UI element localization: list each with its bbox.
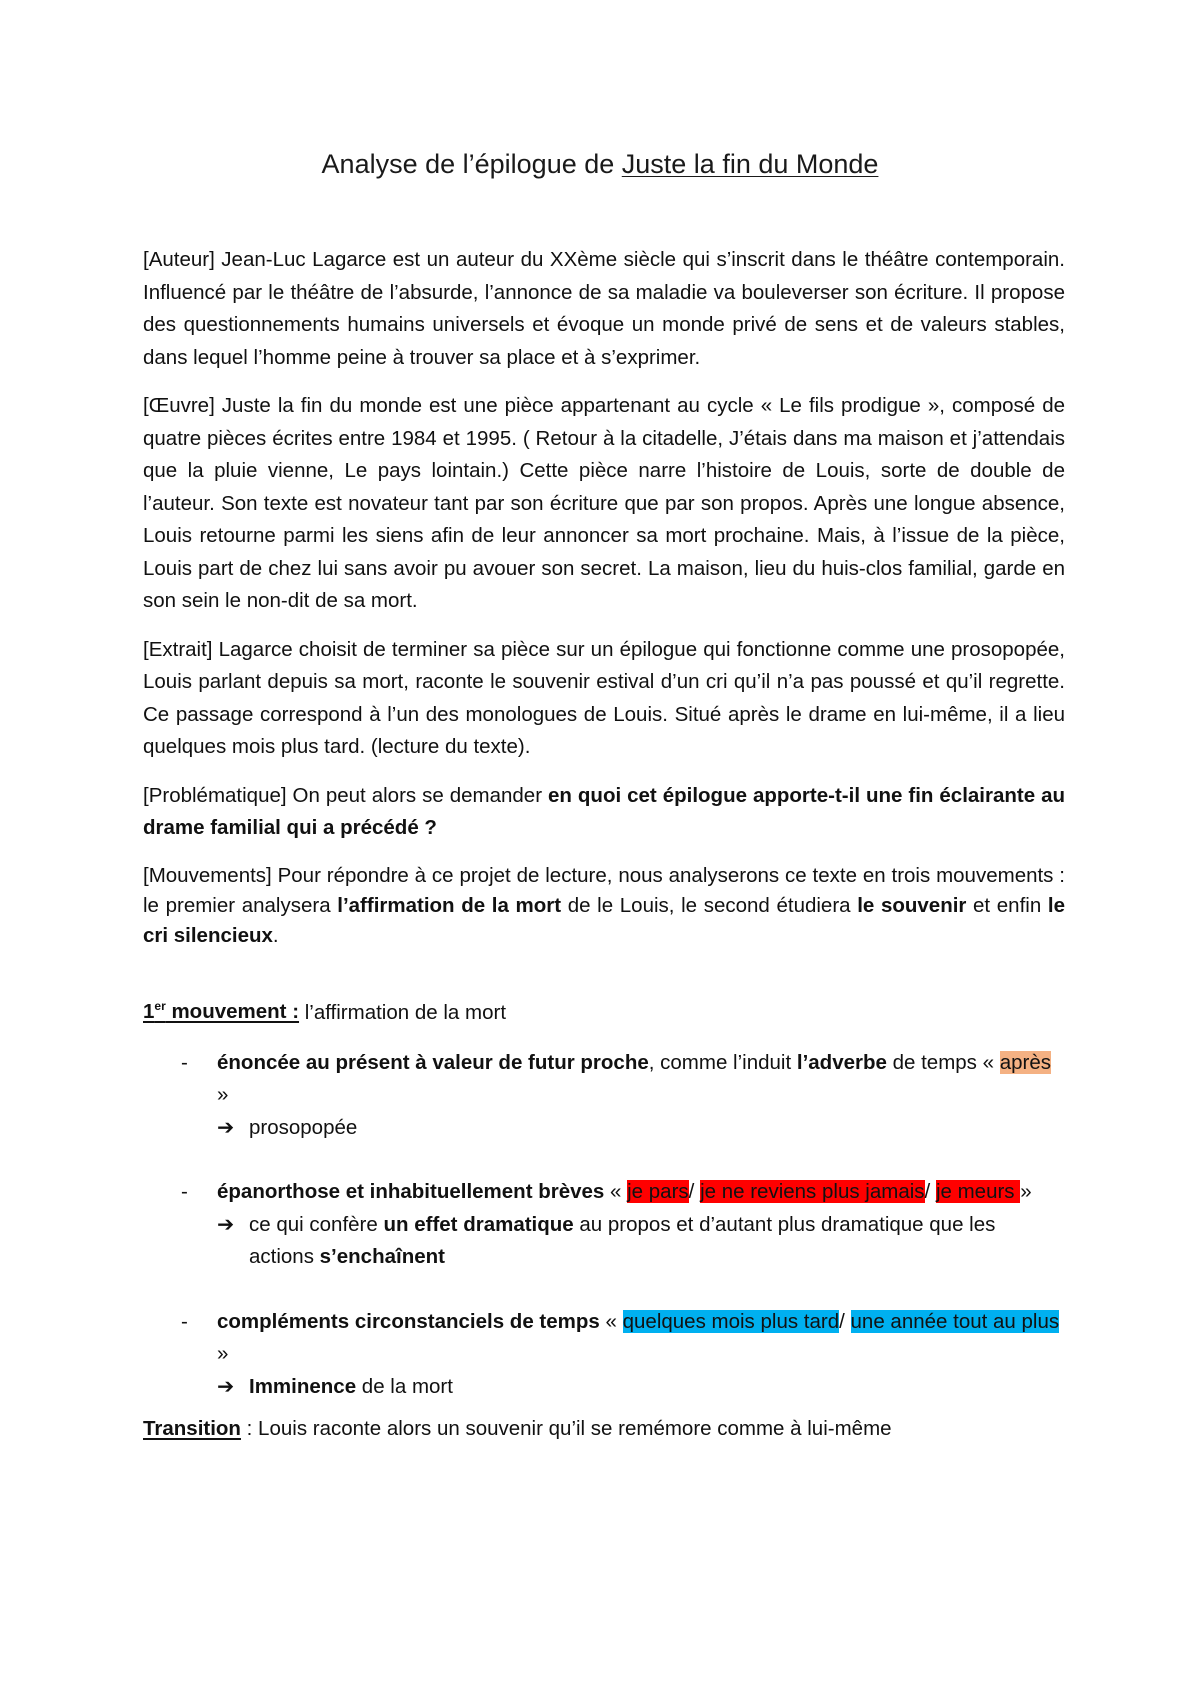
arrow-line-imminence: ➔ Imminence de la mort — [217, 1371, 1065, 1404]
mouvements-bold-1: l’affirmation de la mort — [337, 893, 562, 917]
highlight-quelques-mois: quelques mois plus tard — [622, 1309, 840, 1333]
mouvements-bold-3: le cri silencieux — [143, 893, 1065, 947]
bullet-complements-temps: - compléments circonstanciels de temps « quelques mois plus tard/ une année tout au plus » ➔ Imminence de la mort — [143, 1306, 1065, 1404]
arrow-icon: ➔ — [217, 1212, 235, 1236]
paragraph-mouvements — [143, 861, 1065, 951]
paragraph-extrait: [Extrait] Lagarce choisit de terminer sa pièce sur un épilogue qui fonctionne comme une prosopopée, Louis parlant depuis sa mort, raconte le souvenir estival d’un cri qu’il n’a pas poussé et qu’il regrette. Ce passage correspond à l’un des monologues de Louis. Situé après le drame en lui-même, il a lieu quelques mois plus tard. (lecture du texte). — [143, 637, 1065, 758]
bullet-futur-proche: - énoncée au présent à valeur de futur proche, comme l’induit l’adverbe de temps « après » ➔ prosopopée — [143, 1047, 1065, 1145]
problematique-question: en quoi cet épilogue apporte-t-il une fin éclairante au drame familial qui a précédé ? — [143, 783, 1066, 839]
arrow-icon: ➔ — [217, 1374, 235, 1398]
bullet-epanorthose: - épanorthose et inhabituellement brèves « je pars/ je ne reviens plus jamais/ je meurs » ➔ ce qui confère un effet dramatique au propos et d’autant plus dramatique que les actions s’enchaînent — [143, 1176, 1065, 1274]
dash-marker: - — [181, 1050, 188, 1074]
mouvements-text-d: et enfin — [966, 893, 1048, 917]
highlight-une-annee: une année tout au plus — [850, 1309, 1060, 1333]
document-body — [143, 244, 1065, 1446]
dash-marker: - — [181, 1180, 188, 1204]
mouvements-text-a: [Mouvements] Pour répondre à ce projet de lecture, nous analyserons ce texte en trois mouvements : le premier analysera — [143, 863, 1065, 917]
arrow-icon: ➔ — [217, 1115, 235, 1139]
movement-1-subtitle: l’affirmation de la mort — [299, 1000, 507, 1024]
transition-text: : Louis raconte alors un souvenir qu’il se remémore comme à lui-même — [240, 1417, 892, 1441]
title-work: Juste la fin du Monde — [621, 149, 879, 179]
dash-marker: - — [181, 1309, 188, 1333]
highlight-je-pars: je pars — [627, 1180, 689, 1204]
movement-1-heading — [143, 991, 1065, 1029]
mouvements-text-c: de le Louis, le second étudiera — [561, 893, 858, 917]
mouvements-text-e: . — [272, 923, 279, 947]
highlight-je-ne-reviens: je ne reviens plus jamais — [700, 1180, 925, 1204]
highlight-je-meurs: je meurs — [935, 1180, 1021, 1204]
paragraph-auteur: [Auteur] Jean-Luc Lagarce est un auteur du XXème siècle qui s’inscrit dans le théâtre contemporain. Influencé par le théâtre de l’absurde, l’annonce de sa maladie va bouleverser son écriture. Il propose des questionnements humains universels et évoque un monde privé de sens et de valeurs stables, dans lequel l’homme peine à trouver sa place et à s’exprimer. — [143, 248, 1065, 369]
mouvements-bold-2: le souvenir — [857, 893, 967, 917]
paragraph-problematique — [143, 780, 1065, 845]
problematique-text: [Problématique] On peut alors se demander — [143, 783, 549, 807]
transition-label: Transition — [143, 1417, 241, 1441]
arrow-line-effet-dramatique: ➔ ce qui confère un effet dramatique au propos et d’autant plus dramatique que les actions s’enchaînent — [217, 1209, 1065, 1274]
paragraph-oeuvre: [Œuvre] Juste la fin du monde est une pièce appartenant au cycle « Le fils prodigue », composé de quatre pièces écrites entre 1984 et 1995. ( Retour à la citadelle, J’étais dans ma maison et j’attendais que la pluie vienne, Le pays lointain.) Cette pièce narre l’histoire de Louis, sorte de double de l’auteur. Son texte est novateur tant par son écriture que par son propos. Après une longue absence, Louis retourne parmi les siens afin de leur annoncer sa mort prochaine. Mais, à l’issue de la pièce, Louis part de chez lui sans avoir pu avouer son secret. La maison, lieu du huis-clos familial, garde en son sein le non-dit de sa mort. — [143, 394, 1065, 612]
page-title — [0, 147, 1200, 181]
highlight-apres: après — [999, 1050, 1051, 1074]
transition-line — [143, 1413, 1065, 1446]
title-prefix: Analyse de l’épilogue de — [321, 149, 622, 179]
arrow-line-prosopopee: ➔ prosopopée — [217, 1112, 1065, 1145]
movement-1-label: 1er mouvement : — [143, 999, 300, 1024]
